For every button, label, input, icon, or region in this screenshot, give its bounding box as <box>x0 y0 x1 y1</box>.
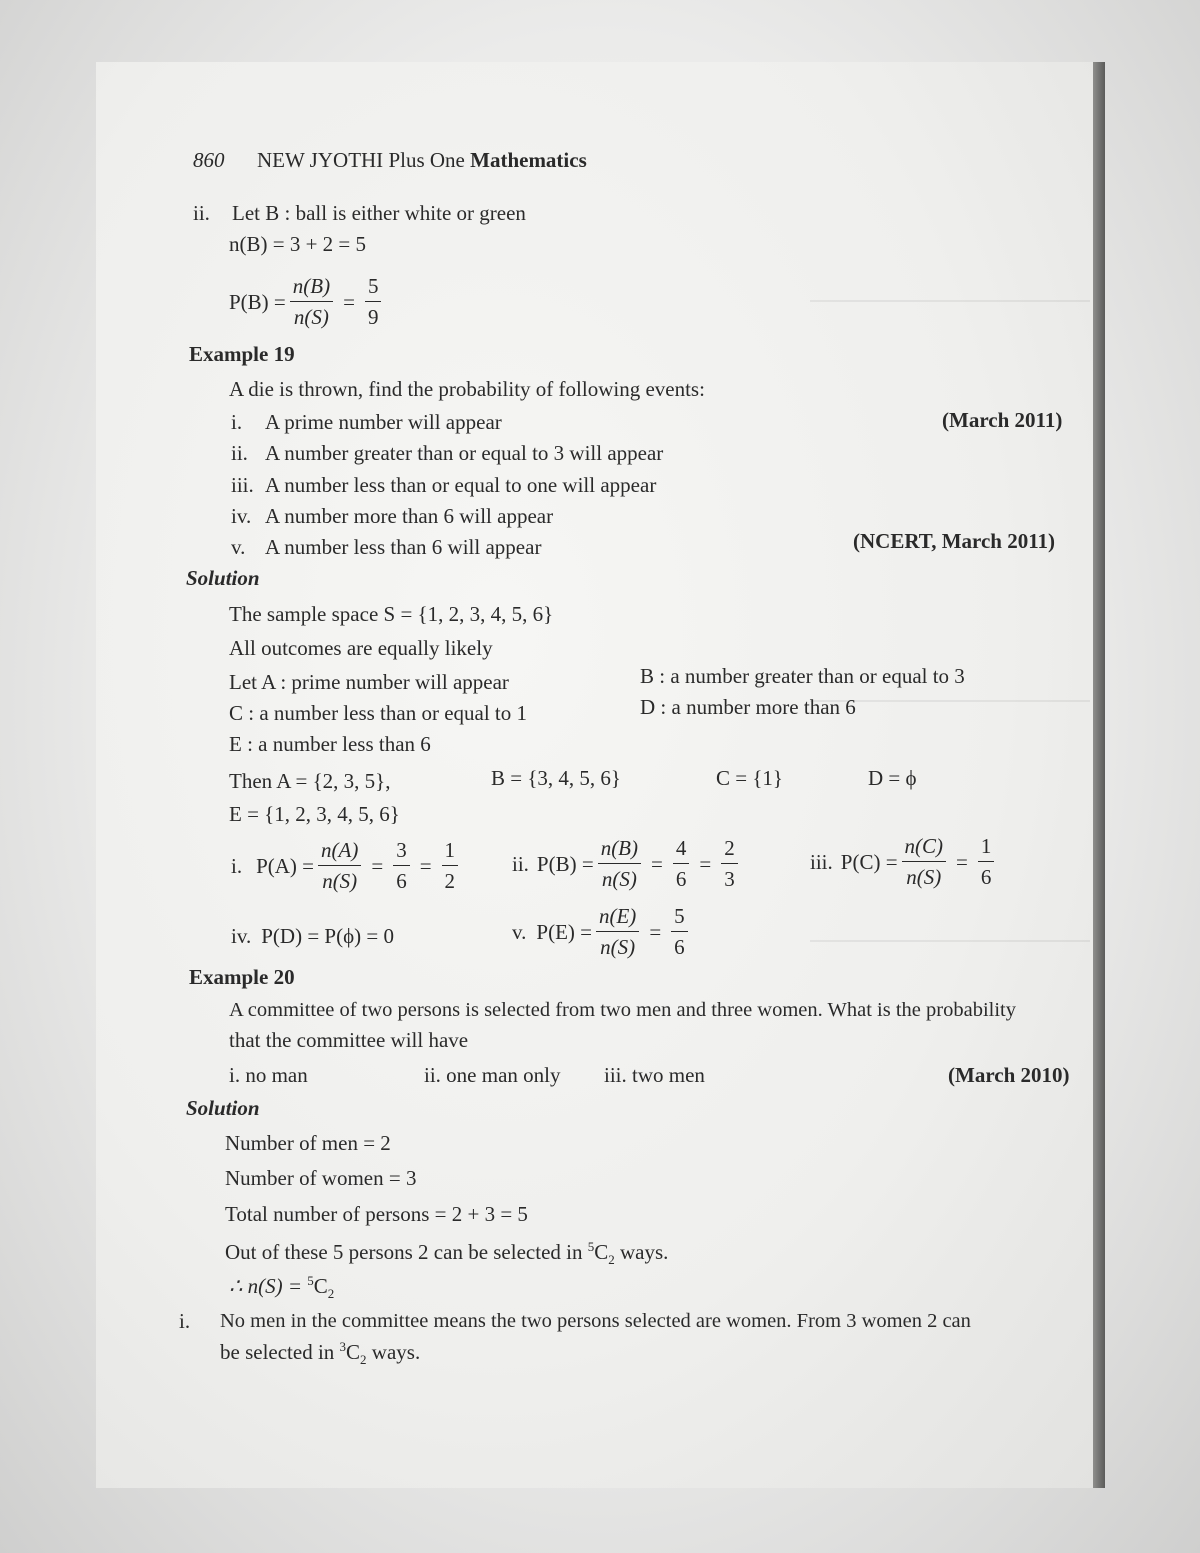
denominator: n(S) <box>906 865 942 889</box>
denominator: 6 <box>675 867 687 891</box>
list-item: A prime number will appear <box>265 410 502 434</box>
denominator: 2 <box>444 869 456 893</box>
fraction <box>290 274 333 330</box>
fraction <box>673 836 690 892</box>
denominator: 3 <box>724 867 735 891</box>
pc-equation <box>810 834 998 890</box>
pa-equation <box>231 838 462 894</box>
numerator: 1 <box>978 834 995 862</box>
numerator: n(B) <box>290 274 333 302</box>
numerator: 5 <box>365 274 382 302</box>
pe-lhs: P(E) = <box>536 919 592 944</box>
fraction <box>393 838 410 894</box>
selection-line <box>225 1240 668 1266</box>
example-19-intro: A die is thrown, find the probability of following events: <box>229 377 705 401</box>
example-20-line1: A committee of two persons is selected from two men and three women. What is the probability <box>229 999 1016 1021</box>
text: ways. <box>371 1340 421 1364</box>
option-two-men: iii. two men <box>604 1063 705 1087</box>
text: Out of these 5 persons 2 can be selected in <box>225 1240 583 1264</box>
denominator: 6 <box>396 869 407 893</box>
list-item-number: i. <box>231 410 243 434</box>
equals: = <box>371 853 384 878</box>
number-of-men: Number of men = 2 <box>225 1131 391 1155</box>
numerator: n(C) <box>902 834 947 862</box>
combination-symbol: C <box>346 1340 361 1364</box>
combination-symbol: C <box>313 1274 328 1298</box>
event-e-definition: E : a number less than 6 <box>229 732 431 756</box>
part-ii-text: Let B : ball is either white or green <box>232 201 526 225</box>
list-item-number: iii. <box>231 473 254 497</box>
example-19-heading: Example 19 <box>189 342 295 366</box>
denominator: 6 <box>980 865 992 889</box>
book-title: NEW JYOTHI <box>257 148 384 172</box>
numerator: n(E) <box>596 904 639 932</box>
numerator: 1 <box>442 838 459 866</box>
fraction <box>318 838 361 894</box>
list-item-number: ii. <box>231 441 248 465</box>
numerator: 5 <box>671 904 688 932</box>
bleed-through <box>810 300 1090 302</box>
subject-title: Mathematics <box>470 148 587 172</box>
set-c: C = {1} <box>716 766 784 790</box>
item-number: iii. <box>810 849 833 874</box>
list-item-number: iv. <box>231 504 252 528</box>
option-no-man: i. no man <box>229 1063 308 1087</box>
list-item-number: v. <box>231 535 246 559</box>
denominator: 9 <box>367 305 379 329</box>
pd-equation <box>231 924 394 949</box>
pc-lhs: P(C) = <box>840 849 898 874</box>
fraction <box>902 834 947 890</box>
subscript: 2 <box>360 1352 367 1368</box>
equals: = <box>343 289 355 314</box>
pe-equation <box>512 904 692 960</box>
reference-tag: (March 2011) <box>942 408 1063 432</box>
equals: = <box>419 853 432 878</box>
nb-equation: n(B) = 3 + 2 = 5 <box>229 232 367 256</box>
ns-equation <box>229 1274 334 1300</box>
combination-symbol: C <box>594 1240 609 1264</box>
event-c-definition: C : a number less than or equal to 1 <box>229 701 528 725</box>
superscript: 5 <box>587 1239 595 1254</box>
fraction <box>671 904 688 960</box>
numerator: 4 <box>673 836 690 864</box>
part-ii-number: ii. <box>193 201 210 225</box>
pd-text: P(D) = P(ϕ) = 0 <box>261 924 394 948</box>
pb-lhs: P(B) = <box>536 851 594 876</box>
equally-likely: All outcomes are equally likely <box>229 636 493 660</box>
sample-space: The sample space S = {1, 2, 3, 4, 5, 6} <box>229 602 554 626</box>
text: be selected in <box>220 1340 335 1364</box>
subscript: 2 <box>608 1252 615 1268</box>
solution-heading: Solution <box>186 566 260 590</box>
event-b-definition: B : a number greater than or equal to 3 <box>640 664 965 688</box>
fraction <box>598 836 641 892</box>
total-persons: Total number of persons = 2 + 3 = 5 <box>225 1202 528 1226</box>
denominator: n(S) <box>322 869 358 893</box>
text: ∴ n(S) = <box>229 1274 303 1298</box>
fraction <box>721 836 738 892</box>
item-number: i. <box>231 853 243 878</box>
list-item: A number more than 6 will appear <box>265 504 554 528</box>
equals: = <box>651 851 663 876</box>
equals: = <box>956 849 968 874</box>
list-item: A number greater than or equal to 3 will appear <box>265 441 664 465</box>
superscript: 3 <box>339 1339 347 1354</box>
equals: = <box>699 851 712 876</box>
solution-heading: Solution <box>186 1096 260 1120</box>
number-of-women: Number of women = 3 <box>225 1166 417 1190</box>
page-header <box>193 150 587 171</box>
numerator: n(A) <box>318 838 361 866</box>
reference-tag: (March 2010) <box>948 1063 1070 1087</box>
list-item: A number less than 6 will appear <box>265 535 542 559</box>
part-i-line2 <box>220 1340 420 1366</box>
pa-lhs: P(A) = <box>256 853 315 878</box>
set-e: E = {1, 2, 3, 4, 5, 6} <box>229 802 400 826</box>
superscript: 5 <box>307 1273 314 1288</box>
text: ways. <box>620 1240 669 1264</box>
event-d-definition: D : a number more than 6 <box>640 695 856 719</box>
part-i-number: i. <box>179 1309 191 1333</box>
numerator: 2 <box>721 836 738 864</box>
item-number: v. <box>512 919 527 944</box>
item-number: ii. <box>512 851 529 876</box>
pb-lhs: P(B) = <box>229 289 286 314</box>
fraction <box>442 838 459 894</box>
denominator: n(S) <box>293 305 329 329</box>
pb-result-equation <box>512 836 742 892</box>
part-i-line1: No men in the committee means the two persons selected are women. From 3 women 2 can <box>220 1310 971 1332</box>
page-edge <box>1093 62 1105 1488</box>
set-a: Then A = {2, 3, 5}, <box>229 769 391 793</box>
set-b: B = {3, 4, 5, 6} <box>491 766 622 790</box>
example-20-line2: that the committee will have <box>229 1028 469 1052</box>
fraction <box>978 834 995 890</box>
numerator: n(B) <box>598 836 641 864</box>
book-subtitle: Plus One <box>388 148 465 172</box>
denominator: 6 <box>674 935 685 959</box>
page-number: 860 <box>193 148 225 172</box>
list-item: A number less than or equal to one will appear <box>265 473 657 497</box>
fraction <box>596 904 639 960</box>
option-one-man: ii. one man only <box>424 1063 561 1087</box>
equals: = <box>649 919 662 944</box>
denominator: n(S) <box>600 935 636 959</box>
example-20-heading: Example 20 <box>189 965 295 989</box>
reference-tag: (NCERT, March 2011) <box>853 529 1056 553</box>
denominator: n(S) <box>601 867 637 891</box>
numerator: 3 <box>393 838 410 866</box>
item-number: iv. <box>231 924 252 948</box>
subscript: 2 <box>327 1286 335 1302</box>
pb-equation <box>229 274 385 330</box>
event-a-definition: Let A : prime number will appear <box>229 670 509 694</box>
bleed-through <box>810 940 1090 942</box>
set-d: D = ϕ <box>868 766 917 790</box>
fraction <box>365 274 382 330</box>
